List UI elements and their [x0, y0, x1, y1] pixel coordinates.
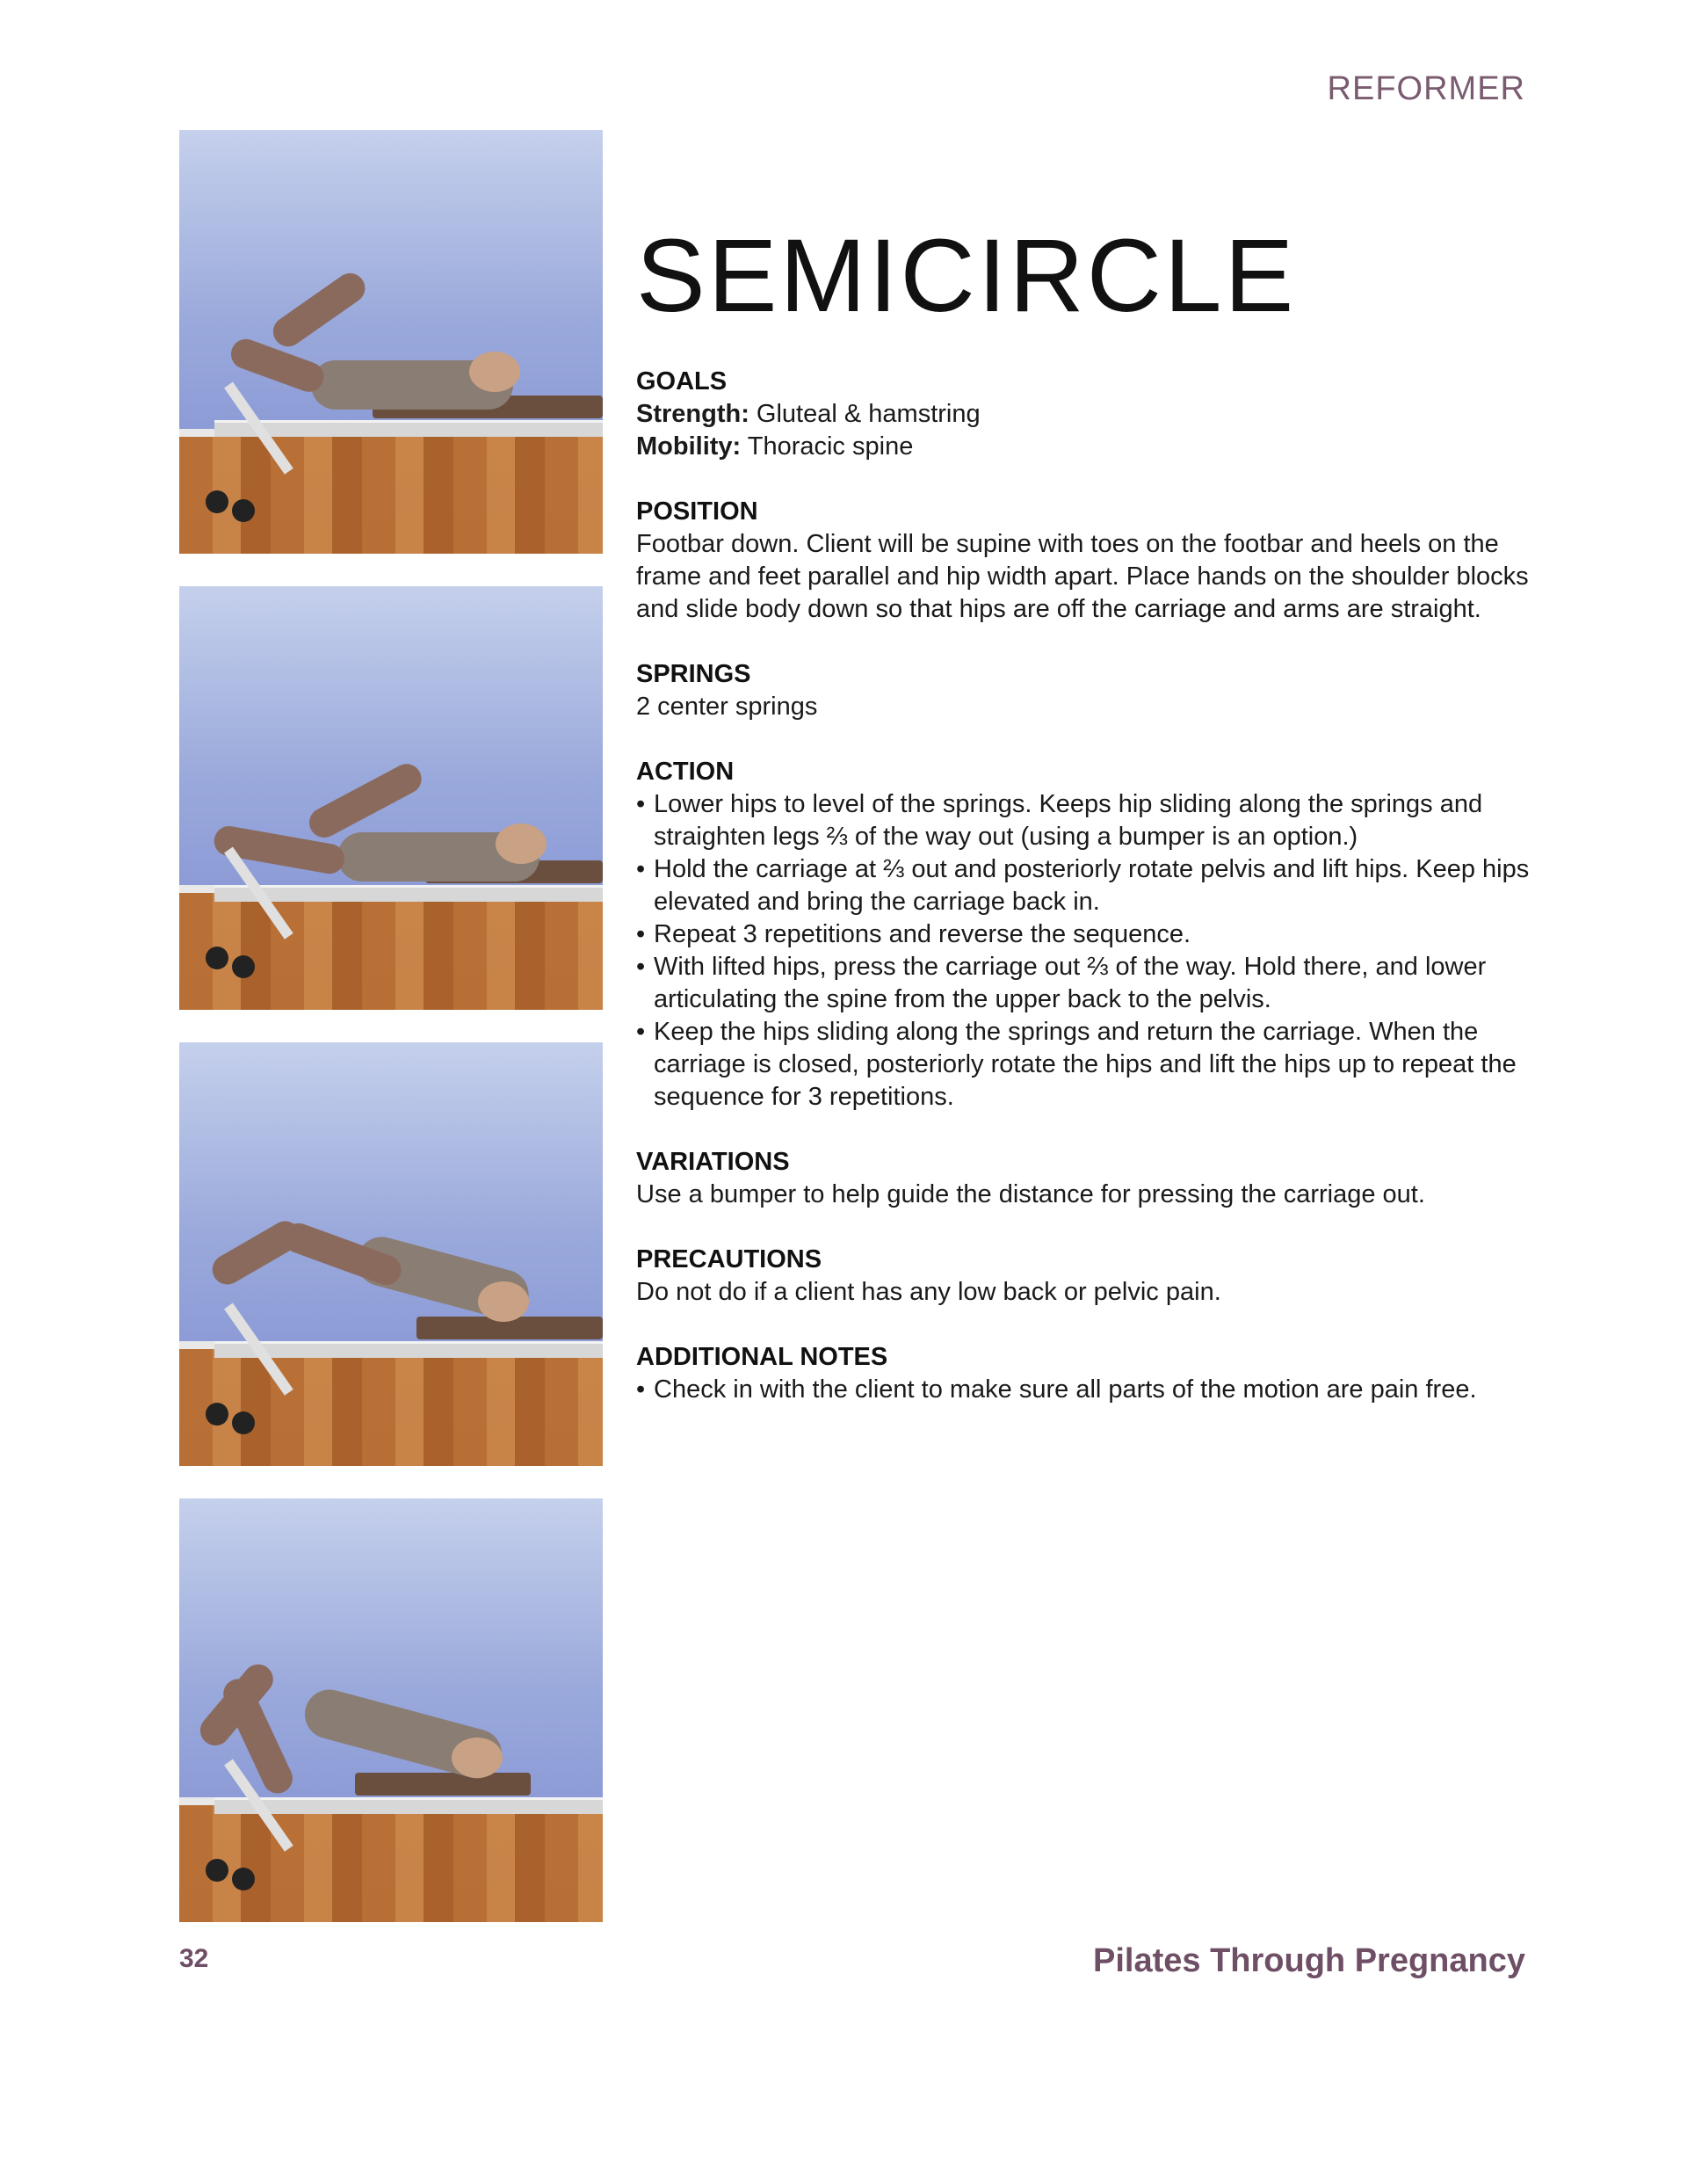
list-item: • Lower hips to level of the springs. Keeps hip sliding along the springs and straighten legs ⅔ of the way out (using a bumper is an option.) [636, 789, 1483, 851]
goal-strength: Strength: Gluteal & hamstring [636, 399, 981, 428]
position-section [636, 496, 1532, 626]
list-item: • Keep the hips sliding along the springs and return the carriage. When the carriage is closed, posteriorly rotate the hips and lift the hips up to repeat the sequence for 3 repetitions. [636, 1017, 1517, 1111]
exercise-photo-1 [179, 130, 603, 554]
springs-heading: SPRINGS [636, 659, 751, 688]
exercise-photo-3 [179, 1042, 603, 1466]
springs-section [636, 658, 1532, 723]
variations-section [636, 1146, 1532, 1211]
list-item: • Hold the carriage at ⅔ out and posteriorly rotate pelvis and lift hips. Keep hips elevated and bring the carriage back in. [636, 854, 1530, 916]
action-heading: ACTION [636, 757, 735, 786]
exercise-photo-4 [179, 1498, 603, 1922]
precautions-section [636, 1244, 1532, 1309]
precautions-text: Do not do if a client has any low back or pelvic pain. [636, 1277, 1221, 1306]
book-title: Pilates Through Pregnancy [1093, 1942, 1525, 1979]
position-text: Footbar down. Client will be supine with toes on the footbar and heels on the frame and feet parallel and hip width apart. Place hands on the shoulder blocks and slide body down so that hips are off the carriage and arms are straight. [636, 529, 1529, 623]
notes-section [636, 1341, 1532, 1406]
photo-column [179, 130, 603, 1955]
precautions-heading: PRECAUTIONS [636, 1244, 822, 1273]
page-number: 32 [179, 1944, 209, 1973]
goal-mobility: Mobility: Thoracic spine [636, 432, 914, 461]
goals-section [636, 366, 1532, 463]
variations-heading: VARIATIONS [636, 1147, 790, 1176]
list-item: • With lifted hips, press the carriage out ⅔ of the way. Hold there, and lower articulating the spine from the upper back to the pelvis. [636, 952, 1487, 1013]
exercise-photo-2 [179, 586, 603, 1010]
goals-heading: GOALS [636, 366, 728, 395]
list-item: • Check in with the client to make sure all parts of the motion are pain free. [636, 1375, 1477, 1404]
exercise-content [636, 220, 1532, 1439]
springs-text: 2 center springs [636, 692, 818, 721]
section-label: REFORMER [1327, 70, 1525, 107]
action-section [636, 756, 1532, 1114]
position-heading: POSITION [636, 497, 758, 526]
list-item: • Repeat 3 repetitions and reverse the sequence. [636, 919, 1191, 948]
variations-text: Use a bumper to help guide the distance for pressing the carriage out. [636, 1179, 1425, 1208]
notes-list [636, 1374, 1532, 1406]
action-list [636, 788, 1532, 1114]
exercise-title: SEMICIRCLE [636, 218, 1297, 334]
notes-heading: ADDITIONAL NOTES [636, 1342, 888, 1371]
